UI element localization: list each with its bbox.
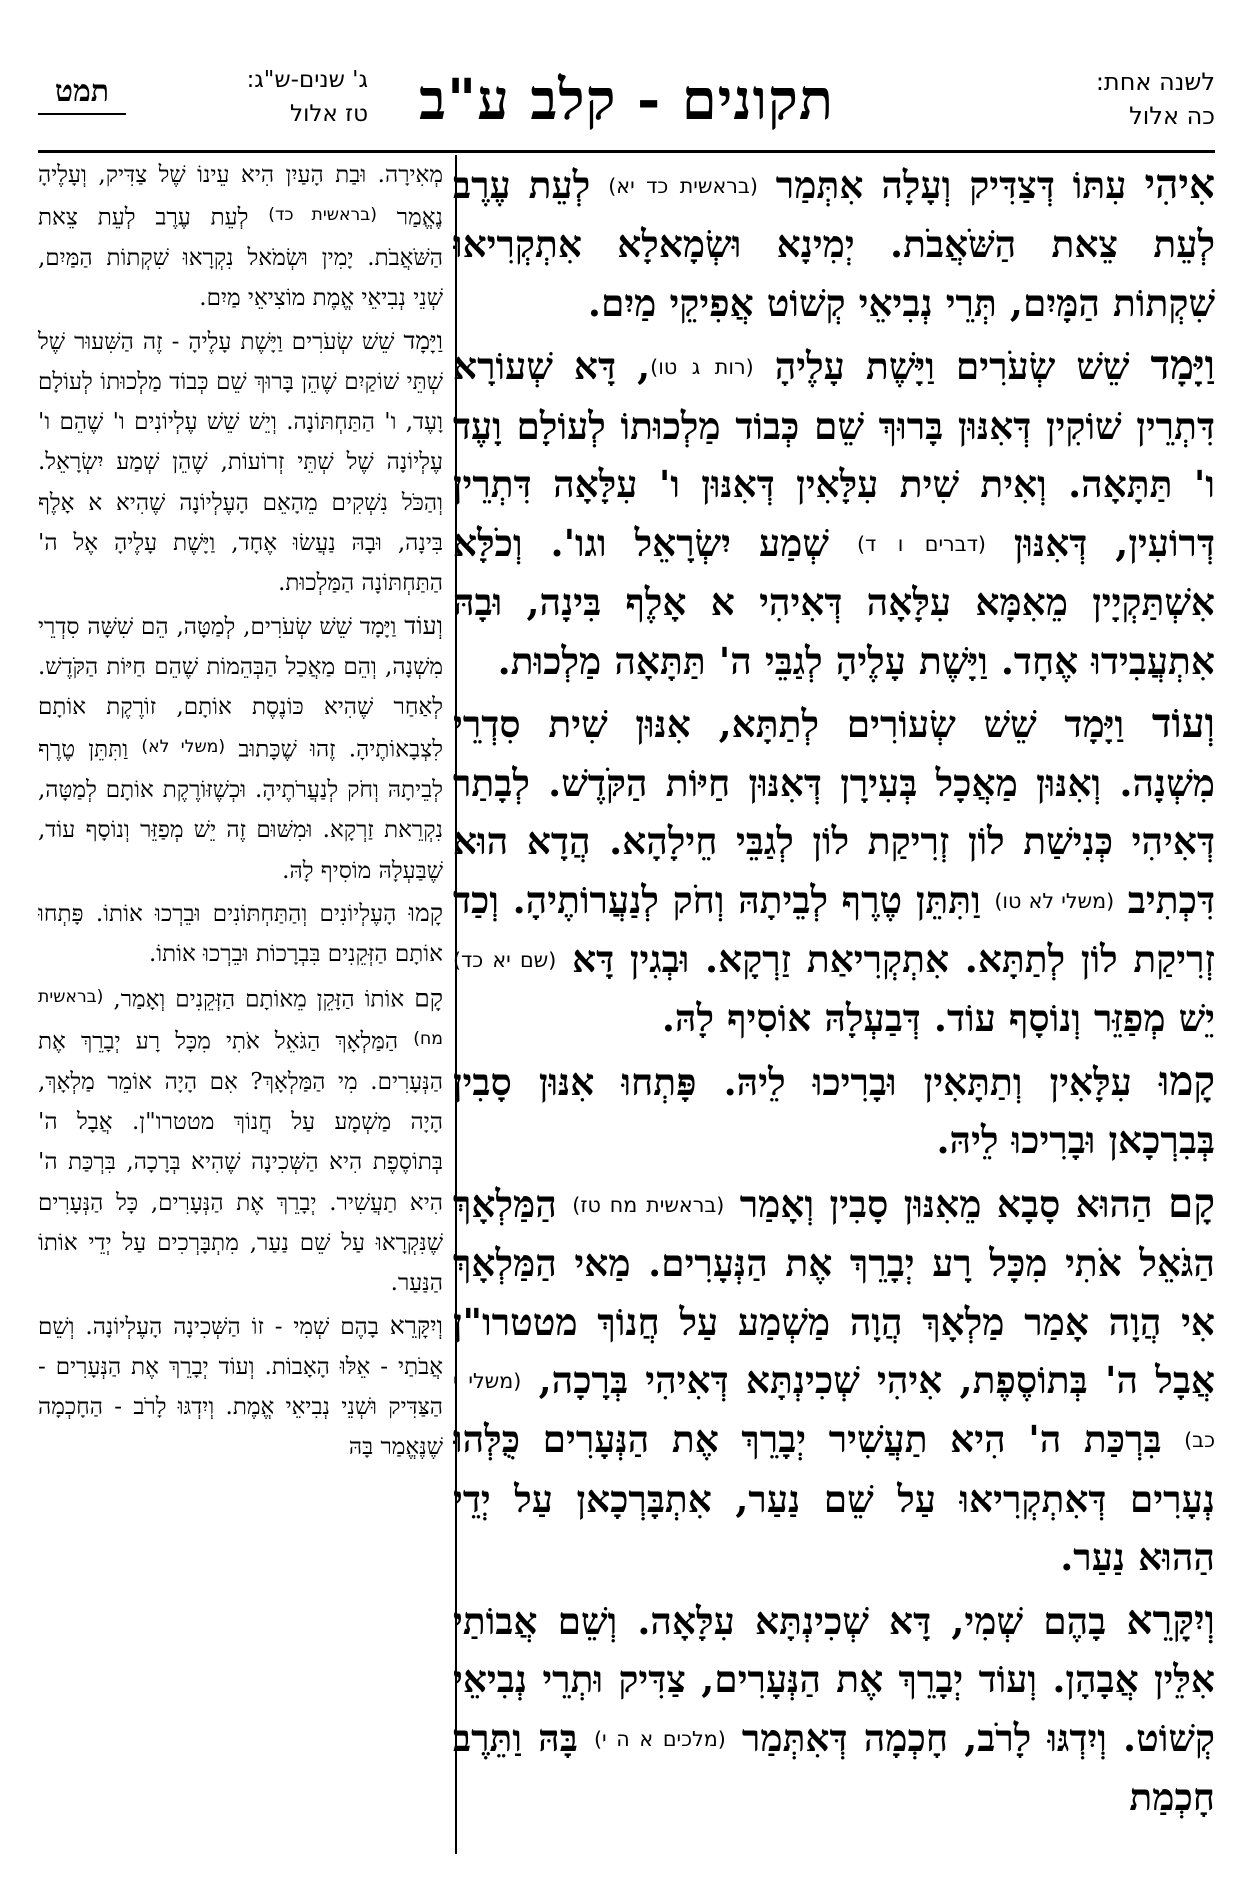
side-paragraph: [38, 155, 443, 319]
text-segment: שֵׁשׁ שְׂעֹרִים וַיָּשֶׁת עָלֶיהָ: [753, 344, 1151, 389]
verse-reference: (משלי י כב): [453, 1368, 1215, 1453]
text-segment: הָעֶלְיוֹנִים וְהַתַּחְתּוֹנִים וּבֵרְכוּ אוֹתוֹ. פָּתְחוּ אוֹתָם הַזְּקֵנִים בִּבְרָכוֹת וּבֵרְכוּ אוֹתוֹ.: [38, 900, 443, 968]
text-segment: וַתִּתֵּן טֶרֶף לְבֵיתָהּ וְחֹק לְנַעֲרֹתֶיהָ. וּכְשֶׁזּוֹרֶקֶת אוֹתָם לְמַטָּה, נִקְרֵאת זַרְקָא. וּמִשּׁוּם זֶה יֵשׁ מְפַזֵּר וְנוֹסָף עוֹד, שֶׁבַּעְלָהּ מוֹסִיף לָהּ.: [38, 736, 443, 884]
one-year-label: לשנה אחת:: [1095, 68, 1215, 96]
text-segment: בָהֶם שְׁמִי - זוֹ הַשְּׁכִינָה הָעֶלְיוֹנָה. וְשֵׁם אֲבֹתַי - אֵלּוּ הָאָבוֹת. וְעוֹד יְבָרֵךְ אֶת הַנְּעָרִים - הַצַּדִּיק וּשְׁנֵי נְבִיאֵי אֱמֶת. וְיִדְגּוּ לָרֹב - הַחָכְמָה שֶׁנֶּאֱמַר בָּהּ: [38, 1313, 443, 1461]
main-paragraph: [453, 1591, 1215, 1827]
page-title: תקונים - קלב ע"ב: [418, 67, 835, 133]
text-segment: עִתּוֹ דְּצַדִּיק וְעָלָה אִתְּמַר: [757, 163, 1145, 207]
text-segment: בִּרְכַּת ה' הִיא תַעֲשִׁיר יְבָרֵךְ אֶת הַנְּעָרִים כֻּלְּהוּ נְעָרִים דְּאִתְקְרִיאוּ עַל שֵׁם נַעַר, אִתְבָּרְכָאן עַל יְדֵי הַהוּא נַעַר.: [453, 1417, 1215, 1580]
paragraph-lead-word: קָמוּ: [1158, 1056, 1215, 1105]
translation-column: [38, 155, 443, 1854]
text-segment: לְעֵת עֶרֶב לְעֵת צֵאת הַשֹּׁאֲבֹת. יְמִינָא וּשְׂמָאלָא אִתְקְרִיאוּ שִׁקְתוֹת הַמָּיִם, תְּרֵי נְבִיאֵי קְשׁוֹט אֲפִיקֵי מַיִם.: [453, 163, 1215, 325]
verse-reference: (בראשית כד): [268, 205, 377, 226]
verse-reference: (בראשית כד יא): [608, 173, 758, 198]
paragraph-lead-word: קָם: [1168, 1178, 1215, 1227]
text-segment: עִלָּאִין וְתַתָּאִין וּבָרִיכוּ לֵיהּ. פָּתְחוּ אִנּוּן סָבִין בְּבִרְכָאן וּבָרִיכוּ לֵיהּ.: [453, 1059, 1215, 1163]
text-segment: לְעֵת עֶרֶב לְעֵת צֵאת הַשֹּׁאֲבֹת. יָמִין וּשְׂמֹאל נִקְרָאוּ שִׁקְתוֹת הַמַּיִם, שְׁנֵי נְבִיאֵי אֱמֶת מוֹצִיאֵי מַיִם.: [38, 204, 443, 312]
main-text-column: [453, 155, 1215, 1854]
verse-reference: (משלי לא טו): [994, 888, 1115, 913]
one-year-date: כה אלול: [1129, 102, 1215, 130]
text-segment: וַיָּמָד שֵׁשׁ שְׂעוֹרִים לְתַתָּא, אִנּוּן שִׁית סִדְרֵי מִשְׁנָה. וְאִנּוּן מַאֲכָל בְּעִירָן דְּאִנּוּן חַיּוֹת הַקֹּדֶשׁ. לְבָתַר דְּאִיהִי כְּנִישַׁת לוֹן זְרִיקַת לוֹן לְגַבֵּי חֵילָהָא. הֲדָא הוּא דִּכְתִיב: [453, 702, 1215, 922]
three-year-label: ג' שנים-ש"ג:: [246, 67, 368, 93]
paragraph-lead-word: אִיהִי: [1144, 160, 1215, 208]
verse-reference: (דברים ו ד): [856, 531, 986, 556]
text-segment: בָהֶם שְׁמִי, דָּא שְׁכִינְתָּא עִלָּאָה. וְשֵׁם אֲבוֹתַי אִלֵּין אֲבָהָן. וְעוֹד יְבָרֵךְ אֶת הַנְּעָרִים, צַדִּיק וּתְרֵי נְבִיאֵי קְשׁוֹט. וְיִדְגּוּ לָרֹב, חָכְמָה דְּאִתְּמַר: [453, 1598, 1215, 1760]
side-paragraph: [38, 977, 443, 1304]
side-paragraph: [38, 893, 443, 975]
verse-reference: (משלי לא): [141, 737, 226, 758]
text-segment: שֵׁשׁ שְׂעֹרִים וַיָּשֶׁת עָלֶיהָ - זֶה הַשִּׁעוּר שֶׁל שְׁתֵּי שׁוֹקַיִם שֶׁהֵן בָּרוּךְ שֵׁם כְּבוֹד מַלְכוּתוֹ לְעוֹלָם וָעֶד, ו' הַתַּחְתּוֹנָה. וְיֵשׁ שֵׁשׁ עֶלְיוֹנִים ו' שֶׁהֵם ו' עֶלְיוֹנָה שֶׁל שְׁתֵּי זְרוֹעוֹת, שֶׁהֵן שְׁמַע יִשְׂרָאֵל. וְהַכֹּל נִשְׁקִים מֵהָאֵם הָעֶלְיוֹנָה שֶׁהִיא א אָלֶף בִּינָה, וּבָהּ נַעֲשׂוּ אֶחָד, וַיָּשֶׁת עָלֶיהָ אֶל ה' הַתַּחְתּוֹנָה הַמַּלְכוּת.: [38, 328, 443, 597]
verse-reference: (בראשית מח טז): [572, 1192, 725, 1217]
three-year-date: טז אלול: [290, 101, 368, 127]
text-segment: יֵשׁ מְפַזֵּר וְנוֹסָף עוֹד. דְּבַעְלָהּ אוֹסִיף לָהּ.: [661, 996, 1215, 1041]
text-segment: , דָּא שְׁעוֹרָא דִּתְרֵין שׁוֹקִין דְּאִנּוּן בָּרוּךְ שֵׁם כְּבוֹד מַלְכוּתוֹ לְעוֹלָם וָעֶד ו' תַּתָּאָה. וְאִית שִׁית עִלָּאִין דְּאִנּוּן ו' עִלָּאָה דִּתְרֵין דְּרוֹעִין, דְּאִנּוּן: [453, 344, 1215, 565]
main-paragraph: [453, 694, 1215, 1048]
side-paragraph: [38, 606, 443, 891]
verse-reference: (שם יא כד): [453, 947, 557, 972]
text-segment: וַתִּתֵּן טֶרֶף לְבֵיתָהּ וְחֹק לְנַעֲרוֹתֶיהָ. וְכַד זְרִיקַת לוֹן לְתַתָּא. אִתְקְרִיאַת זַרְקָא. וּבְגִין דָּא: [453, 877, 1215, 981]
three-year-schedule: [38, 63, 368, 143]
paragraph-lead-word: קָם: [414, 982, 443, 1012]
paragraph-lead-word: וְיִקָּרֵא: [389, 1310, 443, 1340]
side-paragraph: [38, 1306, 443, 1468]
paragraph-lead-word: וְעוֹד: [1151, 699, 1215, 748]
verse-reference: (מלכים א ה י): [593, 1726, 726, 1751]
paragraph-lead-word: וַיָּמָד: [1150, 341, 1215, 390]
text-segment: אוֹתוֹ הַזָּקֵן מֵאוֹתָם הַזְּקֵנִים וְאָמַר,: [103, 985, 415, 1012]
paragraph-lead-word: קָמוּ: [408, 897, 443, 927]
text-segment: הַמַּלְאָךְ הַגֹּאֵל אֹתִי מִכָּל רָע יְבָרֵךְ אֶת הַנְּעָרִים. מַאי הַמַּלְאָךְ אִי הֲוָה אָמַר מַלְאָךְ הֲוָה מַשְׁמַע עַל חֲנוֹךְ מטטרו"ן אֲבָל ה' בְּתוֹסֶפֶת, אִיהִי שְׁכִינְתָּא דְּאִיהִי בְּרָכָה,: [453, 1181, 1215, 1403]
main-paragraph: [453, 336, 1215, 690]
one-year-schedule: [985, 65, 1215, 133]
main-paragraph: [453, 155, 1215, 332]
text-segment: הַמַּלְאָךְ הַגֹּאֵל אֹתִי מִכָּל רָע יְבָרֵךְ אֶת הַנְּעָרִים. מִי הַמַּלְאָךְ? אִם הָיָה אוֹמֵר מַלְאָךְ, הָיָה מַשְׁמָע עַל חֲנוֹךְ מטטרו"ן. אֲבָל ה' בְּתוֹסֶפֶת הִיא הַשְּׁכִינָה שֶׁהִיא בְּרָכָה, בִּרְכַּת ה' הִיא תַעֲשִׁיר. יְבָרֵךְ אֶת הַנְּעָרִים, כָּל הַנְּעָרִים שֶׁנִּקְרָאוּ עַל שֵׁם נַעַר, מִתְבָּרְכִים עַל יְדֵי אוֹתוֹ הַנַּעַר.: [38, 1028, 443, 1297]
text-segment: שְׁמַע יִשְׂרָאֵל וגו'. וְכֹלָּא אִשְׁתַּקְיָין מֵאִמָּא עִלָּאָה דְּאִיהִי א אָלֶף בִּינָה, וּבָהּ אִתְעֲבִידוּ אֶחָד. וַיָּשֶׁת עָלֶיהָ לְגַבֵּי ה' תַּתָּאָה מַלְכוּת.: [453, 520, 1215, 683]
verse-reference: (רות ג טו): [650, 355, 754, 380]
paragraph-lead-word: וְעוֹד: [404, 610, 443, 640]
text-segment: בָּהּ וַתֵּרֶב חָכְמַת: [453, 1715, 1215, 1820]
text-segment: וַיָּמָד שֵׁשׁ שְׂעֹרִים, לְמַטָּה, הֵם שִׁשָּׁה סִדְרֵי מִשְׁנָה, וְהֵם מַאֲכַל הַבְּהֵמוֹת שֶׁהֵם חַיּוֹת הַקֹּדֶשׁ. לְאַחַר שֶׁהִיא כּוֹנֶסֶת אוֹתָם, זוֹרֶקֶת אוֹתָם לִצְבָאוֹתֶיהָ. זֶהוּ שֶׁכָּתוּב: [38, 613, 443, 763]
three-year-block: [168, 63, 368, 131]
page-header: [38, 55, 1215, 153]
main-paragraph: [453, 1174, 1215, 1587]
page-number: תמט: [38, 71, 126, 115]
paragraph-lead-word: וַיָּמָד: [403, 325, 443, 355]
paragraph-lead-word: וְיִקָּרֵא: [1126, 1595, 1215, 1644]
text-segment: הַהוּא סָבָא מֵאִנּוּן סָבִין וְאָמַר: [724, 1181, 1169, 1226]
verse-reference: (בראשית מח): [38, 986, 443, 1050]
side-paragraph: [38, 321, 443, 604]
text-segment: מְאִירָה. וּבַת הָעַיִן הִיא עֵינוֹ שֶׁל צַדִּיק, וְעָלֶיהָ נֶאֱמַר: [38, 162, 443, 231]
column-divider: [455, 155, 457, 1854]
main-paragraph: [453, 1052, 1215, 1170]
